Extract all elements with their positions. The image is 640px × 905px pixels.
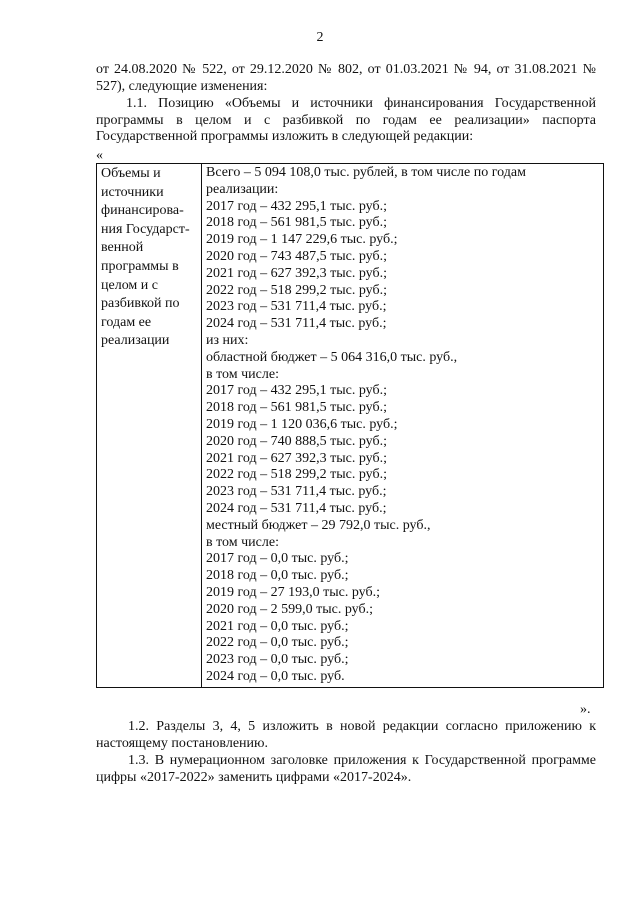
- label-line: ния Государст-: [101, 221, 190, 237]
- value-line: 2021 год – 627 392,3 тыс. руб.;: [206, 450, 387, 466]
- opening-quote: «: [96, 148, 103, 163]
- table-row: [97, 164, 604, 688]
- value-line: 2017 год – 0,0 тыс. руб.;: [206, 551, 349, 567]
- label-line: реализации: [101, 333, 170, 349]
- label-line: программы в: [101, 258, 179, 274]
- label-line: финансирова-: [101, 203, 184, 219]
- position-label-cell: [97, 164, 202, 688]
- financing-values-cell: [202, 164, 604, 688]
- value-line: в том числе:: [206, 366, 279, 382]
- value-line: 2019 год – 1 120 036,6 тыс. руб.;: [206, 416, 398, 432]
- value-line: 2024 год – 531 711,4 тыс. руб.;: [206, 500, 387, 516]
- label-line: венной: [101, 240, 144, 256]
- value-line: 2021 год – 0,0 тыс. руб.;: [206, 618, 349, 634]
- value-line: 2017 год – 432 295,1 тыс. руб.;: [206, 198, 387, 214]
- value-line: реализации:: [206, 181, 279, 197]
- value-line: 2024 год – 531 711,4 тыс. руб.;: [206, 316, 387, 332]
- label-line: Объемы и: [101, 166, 161, 181]
- value-line: 2019 год – 1 147 229,6 тыс. руб.;: [206, 232, 398, 248]
- label-line: годам ее: [101, 314, 152, 330]
- value-line: областной бюджет – 5 064 316,0 тыс. руб.,: [206, 349, 458, 365]
- value-line: Всего – 5 094 108,0 тыс. рублей, в том числе по годам: [206, 165, 526, 180]
- label-line: разбивкой по: [101, 296, 180, 312]
- financing-table: [96, 163, 604, 688]
- value-line: 2020 год – 740 888,5 тыс. руб.;: [206, 433, 387, 449]
- page-number: 2: [316, 30, 324, 45]
- value-line: местный бюджет – 29 792,0 тыс. руб.,: [206, 517, 431, 533]
- value-line: 2023 год – 0,0 тыс. руб.;: [206, 652, 349, 668]
- label-line: целом и с: [101, 277, 158, 293]
- value-line: 2017 год – 432 295,1 тыс. руб.;: [206, 383, 387, 399]
- value-line: 2022 год – 518 299,2 тыс. руб.;: [206, 282, 387, 298]
- item-1-2-paragraph: 1.2. Разделы 3, 4, 5 изложить в новой редакции согласно приложению к настоящему постановлению.: [96, 719, 596, 751]
- intro-paragraph: от 24.08.2020 № 522, от 29.12.2020 № 802, от 01.03.2021 № 94, от 31.08.2021 № 527), следующие изменения:: [96, 62, 596, 94]
- value-line: 2020 год – 743 487,5 тыс. руб.;: [206, 248, 387, 264]
- value-line: 2022 год – 518 299,2 тыс. руб.;: [206, 467, 387, 483]
- value-line: 2021 год – 627 392,3 тыс. руб.;: [206, 265, 387, 281]
- value-line: 2020 год – 2 599,0 тыс. руб.;: [206, 601, 373, 617]
- value-line: 2019 год – 27 193,0 тыс. руб.;: [206, 584, 380, 600]
- value-line: в том числе:: [206, 534, 279, 550]
- value-line: 2023 год – 531 711,4 тыс. руб.;: [206, 484, 387, 500]
- value-line: 2023 год – 531 711,4 тыс. руб.;: [206, 299, 387, 315]
- value-line: 2024 год – 0,0 тыс. руб.: [206, 668, 345, 684]
- value-line: 2022 год – 0,0 тыс. руб.;: [206, 635, 349, 651]
- label-line: источники: [101, 184, 164, 200]
- item-1-1-paragraph: 1.1. Позицию «Объемы и источники финансирования Государственной программы в целом и с разбивкой по годам ее реализации» паспорта Государственной программы изложить в следующей редакции:: [96, 96, 596, 145]
- value-line: из них:: [206, 332, 249, 348]
- closing-quote: ».: [580, 702, 591, 717]
- value-line: 2018 год – 0,0 тыс. руб.;: [206, 568, 349, 584]
- value-line: 2018 год – 561 981,5 тыс. руб.;: [206, 400, 387, 416]
- item-1-3-paragraph: 1.3. В нумерационном заголовке приложения к Государственной программе цифры «2017-2022» заменить цифрами «2017-2024».: [96, 753, 596, 785]
- value-line: 2018 год – 561 981,5 тыс. руб.;: [206, 215, 387, 231]
